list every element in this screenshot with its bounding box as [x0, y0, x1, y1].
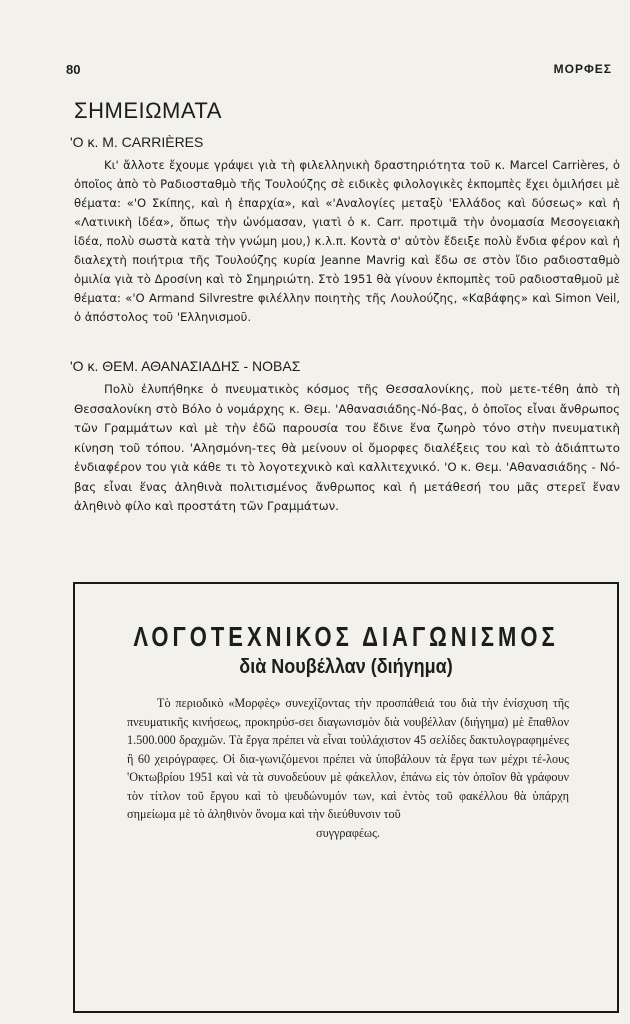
note-heading: 'Ο κ. ΘΕΜ. ΑΘΑΝΑΣΙΑΔΗΣ - ΝΟΒΑΣ: [70, 358, 301, 374]
journal-name: ΜΟΡΦΕΣ: [553, 62, 612, 76]
note-heading: 'Ο κ. Μ. CARRIÈRES: [70, 134, 204, 150]
note-body: Πολὺ ἐλυπήθηκε ὁ πνευματικὸς κόσμος τῆς Θεσσαλονίκης, ποὺ μετε-τέθη ἀπὸ τὴ Θεσσαλονίκη στὸ Βόλο ὁ νομάρχης κ. Θεμ. 'Αθανασιάδης-Νό-βας, ὁ ὁποῖος εἶναι ἄνθρωπος τῶν Γραμμάτων καὶ μὲ τὴν ἐδῶ παρουσία του ἔδινε ἕνα ζωηρὸ τόνο στὴν πνευματικὴ κίνηση τοῦ τόπου. 'Αλησμόνη-τες θὰ μείνουν οἱ ὄμορφες διαλέξεις του καὶ τὸ ἀδιάπτωτο ἐνδιαφέρον του γιὰ κάθε τι τὸ λογοτεχνικὸ καὶ καλλιτεχνικό. 'Ο κ. Θεμ. 'Αθανασιάδης - Νό-βας εἶναι ἕνας ἀληθινὰ πολιτισμένος ἄνθρωπος καὶ ἡ μετάθεσή του μᾶς στερεῖ ἕναν ἀληθινὸ φίλο καὶ προστάτη τῶν Γραμμάτων.: [74, 382, 620, 513]
contest-body: [127, 694, 569, 842]
contest-subtitle: διὰ Νουβέλλαν (διήγημα): [239, 654, 453, 678]
contest-body-text: Τὸ περιοδικὸ «Μορφὲς» συνεχίζοντας τὴν προσπάθειά του διὰ τὴν ἐνίσχυση τῆς πνευματικῆς κινήσεως, προκηρύσ-σει διαγωνισμὸν διὰ νουβέλλαν (διήγημα) μὲ ἔπαθλον 1.500.000 δραχμῶν. Τὰ ἔργα πρέπει νὰ εἶναι τοὐλάχιστον 45 σελίδες δακτυλογραφημένες ἢ 60 χειρόγραφες. Οἱ δια-γωνιζόμενοι πρέπει νὰ ὑποβάλουν τὰ ἔργα των μέχρι τέ-λους 'Οκτωβρίου 1951 καὶ νὰ τὰ συνοδεύουν μὲ φάκελλον, ἐπάνω εἰς τὸν ὁποῖον θὰ γράφουν τὸν τίτλον τοῦ ἔργου καὶ τὸ ψευδώνυμόν των, καὶ ἐντὸς τοῦ φακέλλου θὰ ὑπάρχη σημείωμα μὲ τὸ ἀληθινὸν ὄνομα καὶ τὴν διεύθυνσιν τοῦ: [127, 696, 569, 821]
contest-closing: συγγραφέως.: [316, 825, 380, 840]
note-body: Κι' ἄλλοτε ἔχουμε γράψει γιὰ τὴ φιλελληνικὴ δραστηριότητα τοῦ κ. Marcel Carrières, ὁ ὁποῖος ἀπὸ τὸ Ραδιοσταθμὸ τῆς Τουλούζης σὲ ειδικὲς φιλολογικὲς ἐκπομπὲς ἔχει ὁμιλήσει μὲ θέματα: «'Ο Σκίπης, καὶ ἡ ἐπαρχία», καὶ «'Αναλογίες μεταξὺ 'Ελλάδος καὶ δύσεως» καὶ ἡ «Λατινικὴ ἰδέα», ὅπως τὴν ὠνόμασαν, γιατὶ ὁ κ. Carr. προτιμᾶ τὴν ὀνομασία Μεσογειακὴ ἰδέα, πολὺ σωστὰ κατὰ τὴν γνώμη μου,) κ.λ.π. Κοντὰ σ' αὐτὸν ἔδειξε πολὺ ἔνδια φέρον καὶ ἡ διαλεχτὴ ποιήτρια τῆς Τουλούζης κυρία Jeanne Mavrig καὶ ἔδω σε στὸν ἴδιο ραδιοσταθμὸ ὁμιλία γιὰ τὸ Δροσίνη καὶ τὸ Σημηριώτη. Στὸ 1951 θὰ γίνουν ἐκπομπὲς τοῦ ραδιοσταθμοῦ μὲ θέματα: «'Ο Armand Silvrestre φιλέλλην ποιητὴς τῆς Λουλούζης, «Καβάφης» καὶ Simon Veil, ὁ ἀπόστολος τοῦ 'Ελληνισμοῦ.: [74, 158, 620, 324]
section-title: ΣΗΜΕΙΩΜΑΤΑ: [74, 98, 222, 123]
contest-title: ΛΟΓΟΤΕΧΝΙΚΟΣ ΔΙΑΓΩΝΙΣΜΟΣ: [133, 620, 559, 652]
page-number: 80: [66, 62, 81, 77]
contest-announcement-box: [73, 582, 619, 1013]
